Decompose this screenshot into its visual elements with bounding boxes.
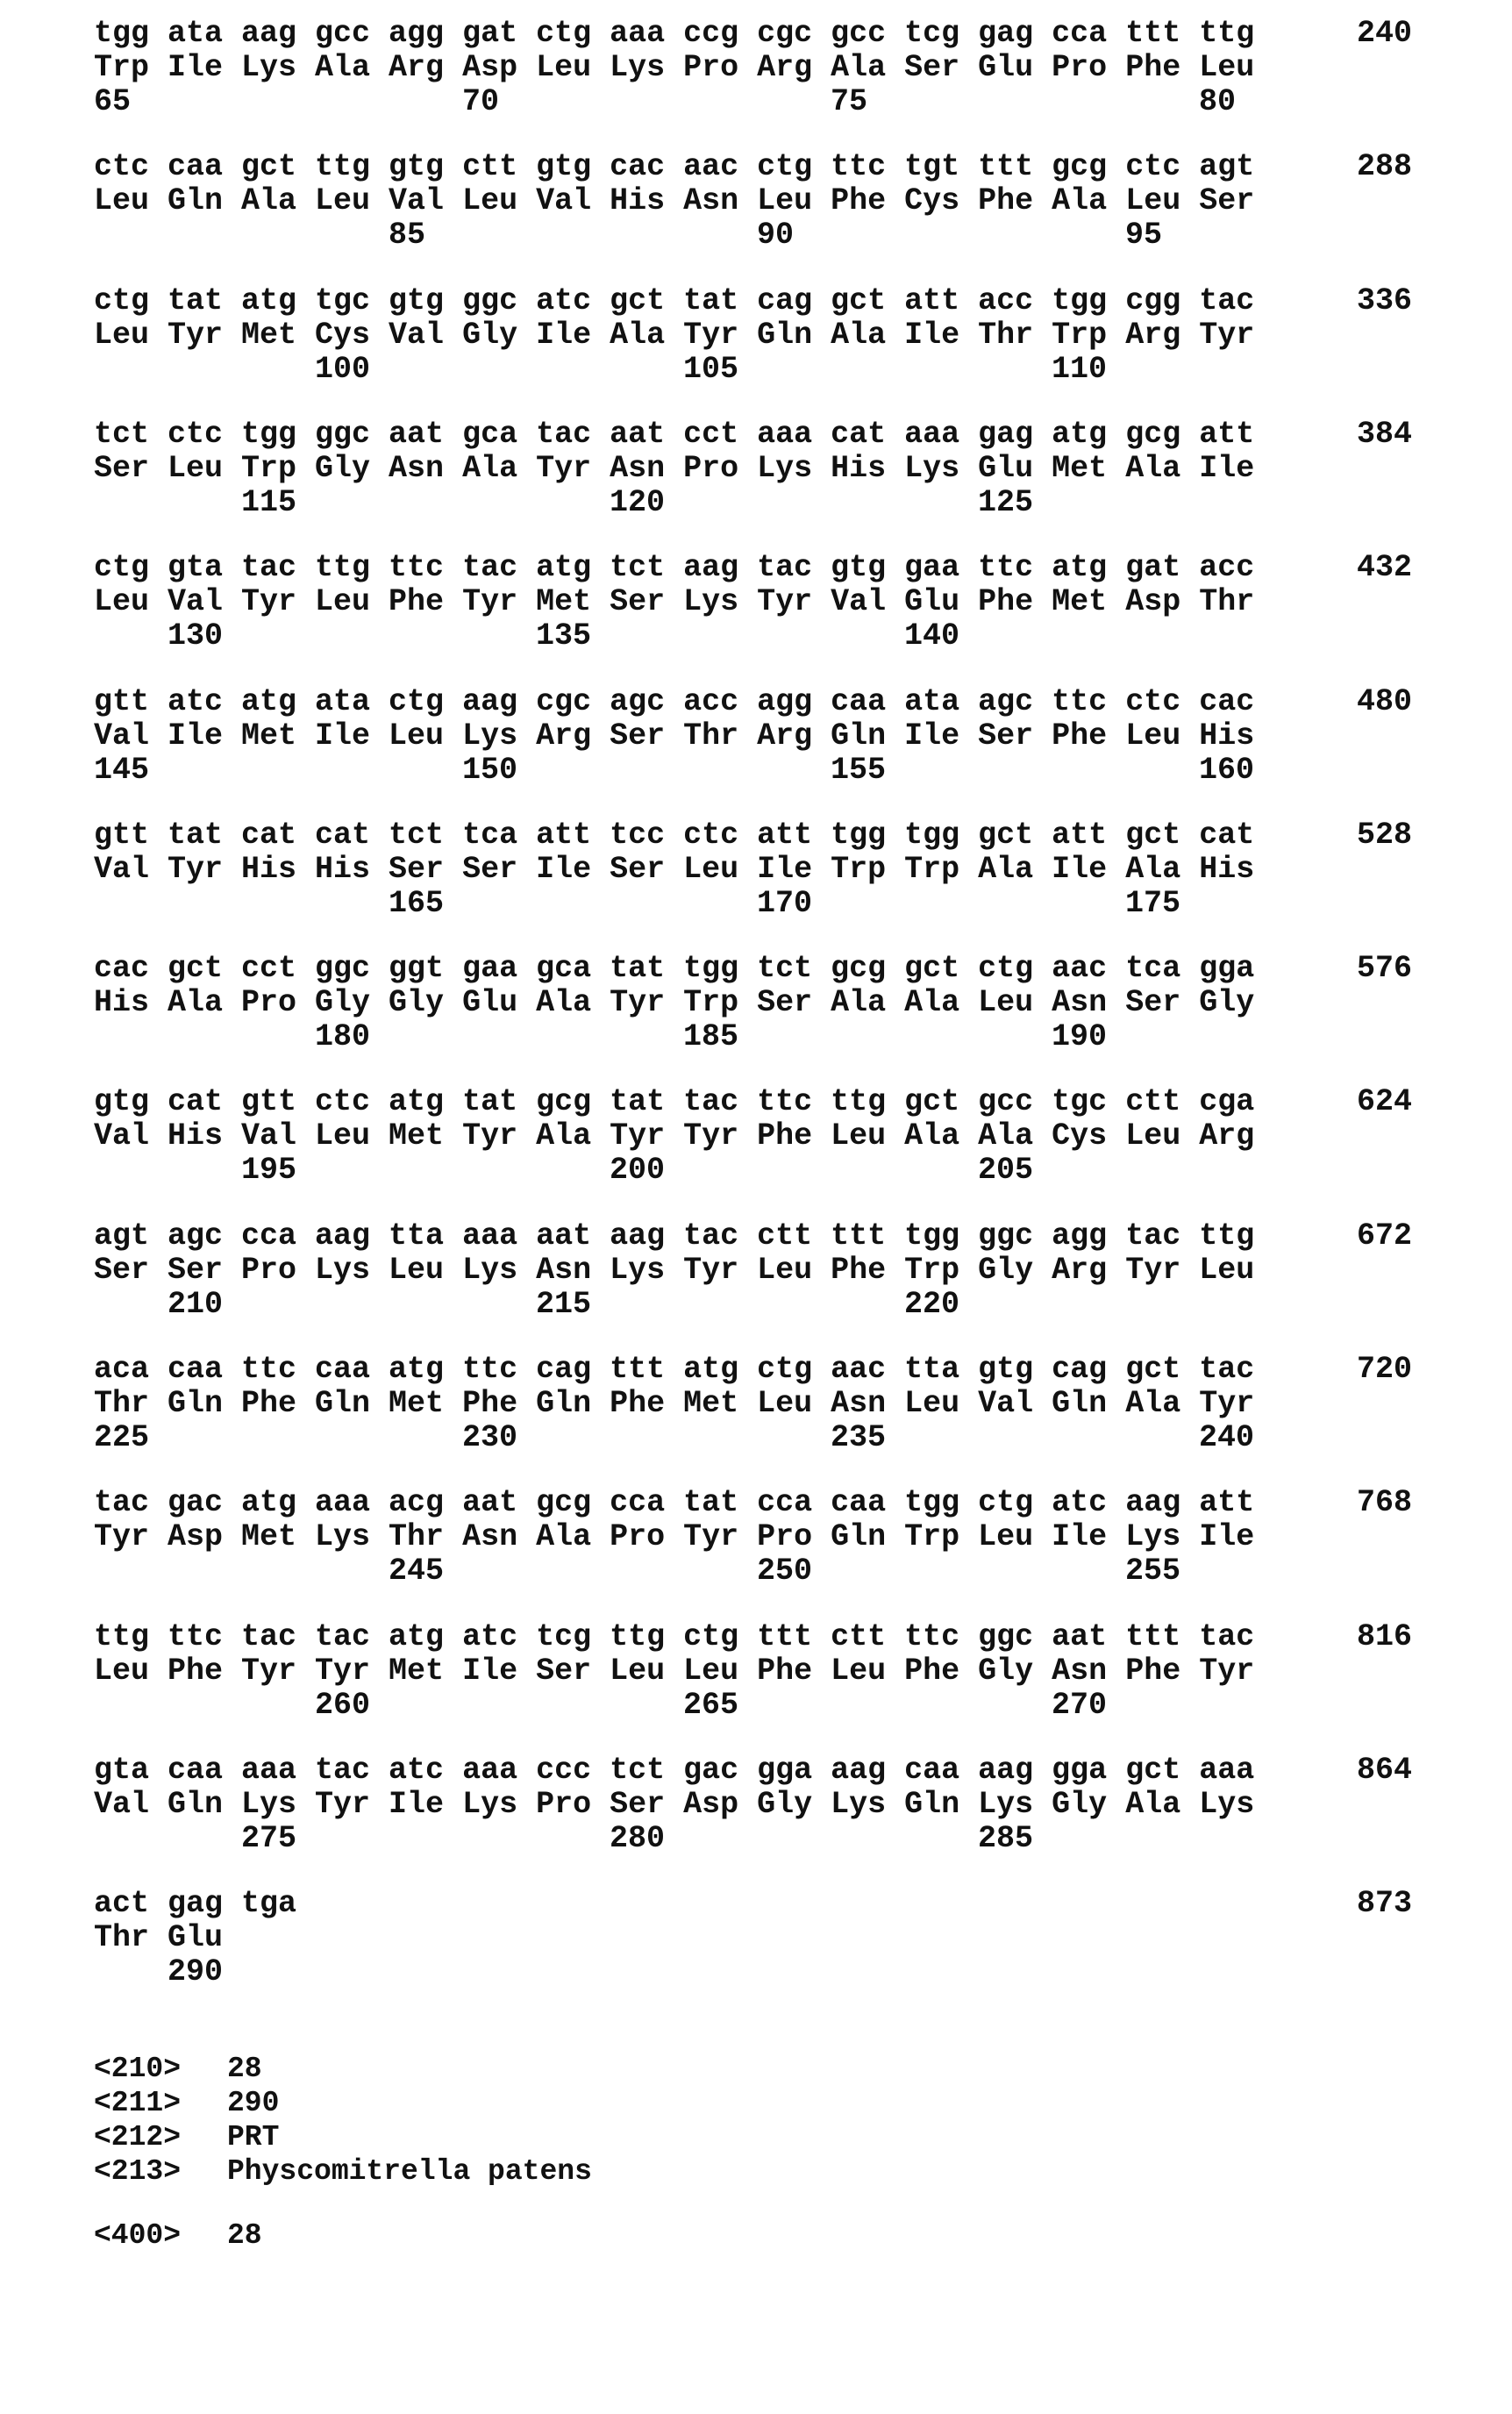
residue-number: 145 xyxy=(94,753,149,788)
metadata-value: 290 xyxy=(227,2087,279,2119)
dna-codons: agt agc cca aag tta aaa aat aag tac ctt ttt tgg ggc agg tac ttg xyxy=(94,1219,1254,1253)
nucleotide-count: 384 xyxy=(1263,418,1412,452)
amino-acids: Val Tyr His His Ser Ser Ile Ser Leu Ile Trp Trp Ala Ile Ala His xyxy=(94,853,1254,887)
residue-number: 280 xyxy=(610,1822,665,1856)
residue-number: 95 xyxy=(1125,218,1162,253)
dna-codons: ctg gta tac ttg ttc tac atg tct aag tac gtg gaa ttc atg gat acc xyxy=(94,551,1254,585)
residue-number: 235 xyxy=(831,1421,886,1455)
residue-number: 135 xyxy=(536,619,591,653)
residue-numbers xyxy=(94,619,1254,653)
amino-acids: Ser Ser Pro Lys Leu Lys Asn Lys Tyr Leu Phe Trp Gly Arg Tyr Leu xyxy=(94,1253,1254,1288)
residue-number: 85 xyxy=(389,218,425,253)
dna-codons: ctc caa gct ttg gtg ctt gtg cac aac ctg ttc tgt ttt gcg ctc agt xyxy=(94,150,1254,184)
dna-codons: cac gct cct ggc ggt gaa gca tat tgg tct gcg gct ctg aac tca gga xyxy=(94,952,1254,986)
residue-numbers xyxy=(94,1153,1254,1188)
residue-number: 65 xyxy=(94,85,131,119)
residue-number: 270 xyxy=(1052,1689,1107,1723)
sequence-block xyxy=(94,551,1254,653)
nucleotide-count: 624 xyxy=(1263,1085,1412,1119)
residue-numbers xyxy=(94,353,1254,387)
residue-number: 110 xyxy=(1052,353,1107,387)
dna-codons: gtg cat gtt ctc atg tat gcg tat tac ttc ttg gct gcc tgc ctt cga xyxy=(94,1085,1254,1119)
metadata-tag: <211> xyxy=(94,2086,227,2120)
dna-codons: ctg tat atg tgc gtg ggc atc gct tat cag gct att acc tgg cgg tac xyxy=(94,284,1254,318)
residue-number: 180 xyxy=(315,1020,370,1054)
sequence-block xyxy=(94,818,1254,921)
metadata-tag: <210> xyxy=(94,2052,227,2086)
residue-number: 185 xyxy=(683,1020,738,1054)
residue-number: 225 xyxy=(94,1421,149,1455)
residue-numbers xyxy=(94,218,1254,253)
sequence-block xyxy=(94,418,1254,520)
residue-number: 200 xyxy=(610,1153,665,1188)
residue-number: 130 xyxy=(168,619,223,653)
residue-number: 105 xyxy=(683,353,738,387)
residue-numbers xyxy=(94,486,1254,520)
residue-number: 140 xyxy=(904,619,959,653)
amino-acids: Thr Glu xyxy=(94,1921,296,1955)
residue-number: 70 xyxy=(462,85,499,119)
metadata-field xyxy=(94,2052,262,2086)
residue-number: 210 xyxy=(168,1288,223,1322)
sequence-block xyxy=(94,17,1254,119)
sequence-block xyxy=(94,685,1254,788)
residue-number: 155 xyxy=(831,753,886,788)
nucleotide-count: 480 xyxy=(1263,685,1412,719)
nucleotide-count: 240 xyxy=(1263,17,1412,51)
amino-acids: Ser Leu Trp Gly Asn Ala Tyr Asn Pro Lys His Lys Glu Met Ala Ile xyxy=(94,452,1254,486)
metadata-field xyxy=(94,2120,279,2154)
residue-numbers xyxy=(94,85,1254,119)
residue-number: 160 xyxy=(1199,753,1254,788)
residue-numbers xyxy=(94,753,1254,788)
residue-number: 170 xyxy=(757,887,812,921)
residue-number: 255 xyxy=(1125,1554,1180,1589)
metadata-value: 28 xyxy=(227,2053,262,2085)
nucleotide-count: 864 xyxy=(1263,1753,1412,1788)
residue-numbers xyxy=(94,887,1254,921)
sequence-block xyxy=(94,1219,1254,1322)
dna-codons: gtt tat cat cat tct tca att tcc ctc att tgg tgg gct att gct cat xyxy=(94,818,1254,853)
residue-numbers xyxy=(94,1421,1254,1455)
nucleotide-count: 816 xyxy=(1263,1620,1412,1654)
dna-codons: ttg ttc tac tac atg atc tcg ttg ctg ttt ctt ttc ggc aat ttt tac xyxy=(94,1620,1254,1654)
residue-number: 240 xyxy=(1199,1421,1254,1455)
sequence-block xyxy=(94,1353,1254,1455)
residue-number: 290 xyxy=(168,1955,223,1989)
nucleotide-count: 672 xyxy=(1263,1219,1412,1253)
nucleotide-count: 768 xyxy=(1263,1486,1412,1520)
residue-number: 215 xyxy=(536,1288,591,1322)
residue-numbers xyxy=(94,1288,1254,1322)
amino-acids: Leu Val Tyr Leu Phe Tyr Met Ser Lys Tyr Val Glu Phe Met Asp Thr xyxy=(94,585,1254,619)
amino-acids: Tyr Asp Met Lys Thr Asn Ala Pro Tyr Pro Gln Trp Leu Ile Lys Ile xyxy=(94,1520,1254,1554)
residue-number: 250 xyxy=(757,1554,812,1589)
residue-number: 285 xyxy=(978,1822,1033,1856)
residue-number: 80 xyxy=(1199,85,1236,119)
dna-codons: gta caa aaa tac atc aaa ccc tct gac gga aag caa aag gga gct aaa xyxy=(94,1753,1254,1788)
residue-numbers xyxy=(94,1554,1254,1589)
nucleotide-count: 432 xyxy=(1263,551,1412,585)
residue-number: 230 xyxy=(462,1421,517,1455)
residue-number: 195 xyxy=(241,1153,296,1188)
residue-number: 245 xyxy=(389,1554,444,1589)
residue-number: 120 xyxy=(610,486,665,520)
amino-acids: Val His Val Leu Met Tyr Ala Tyr Tyr Phe Leu Ala Ala Cys Leu Arg xyxy=(94,1119,1254,1153)
residue-numbers xyxy=(94,1822,1254,1856)
sequence-block xyxy=(94,1753,1254,1856)
amino-acids: His Ala Pro Gly Gly Glu Ala Tyr Trp Ser Ala Ala Leu Asn Ser Gly xyxy=(94,986,1254,1020)
residue-number: 220 xyxy=(904,1288,959,1322)
amino-acids: Leu Phe Tyr Tyr Met Ile Ser Leu Leu Phe Leu Phe Gly Asn Phe Tyr xyxy=(94,1654,1254,1689)
dna-codons: tgg ata aag gcc agg gat ctg aaa ccg cgc gcc tcg gag cca ttt ttg xyxy=(94,17,1254,51)
sequence-block xyxy=(94,150,1254,253)
residue-number: 75 xyxy=(831,85,867,119)
metadata-value: 28 xyxy=(227,2219,262,2252)
sequence-block xyxy=(94,952,1254,1054)
dna-codons: aca caa ttc caa atg ttc cag ttt atg ctg aac tta gtg cag gct tac xyxy=(94,1353,1254,1387)
metadata-tag: <212> xyxy=(94,2120,227,2154)
sequence-block xyxy=(94,1887,296,1989)
residue-number: 165 xyxy=(389,887,444,921)
residue-numbers xyxy=(94,1020,1254,1054)
amino-acids: Val Gln Lys Tyr Ile Lys Pro Ser Asp Gly Lys Gln Lys Gly Ala Lys xyxy=(94,1788,1254,1822)
residue-number: 150 xyxy=(462,753,517,788)
nucleotide-count: 720 xyxy=(1263,1353,1412,1387)
sequence-start-field xyxy=(94,2218,262,2253)
residue-number: 265 xyxy=(683,1689,738,1723)
sequence-block xyxy=(94,1085,1254,1188)
amino-acids: Val Ile Met Ile Leu Lys Arg Ser Thr Arg Gln Ile Ser Phe Leu His xyxy=(94,719,1254,753)
dna-codons: tct ctc tgg ggc aat gca tac aat cct aaa cat aaa gag atg gcg att xyxy=(94,418,1254,452)
residue-number: 90 xyxy=(757,218,794,253)
residue-number: 100 xyxy=(315,353,370,387)
metadata-value: PRT xyxy=(227,2121,279,2153)
sequence-block xyxy=(94,1620,1254,1723)
sequence-block xyxy=(94,284,1254,387)
residue-number: 190 xyxy=(1052,1020,1107,1054)
dna-codons: tac gac atg aaa acg aat gcg cca tat cca caa tgg ctg atc aag att xyxy=(94,1486,1254,1520)
metadata-tag: <400> xyxy=(94,2218,227,2253)
nucleotide-count: 288 xyxy=(1263,150,1412,184)
metadata-field xyxy=(94,2086,279,2120)
metadata-tag: <213> xyxy=(94,2154,227,2189)
metadata-field xyxy=(94,2154,592,2189)
amino-acids: Leu Gln Ala Leu Val Leu Val His Asn Leu Phe Cys Phe Ala Leu Ser xyxy=(94,184,1254,218)
residue-number: 115 xyxy=(241,486,296,520)
dna-codons: act gag tga xyxy=(94,1887,296,1921)
residue-number: 260 xyxy=(315,1689,370,1723)
sequence-block xyxy=(94,1486,1254,1589)
residue-number: 125 xyxy=(978,486,1033,520)
nucleotide-count: 576 xyxy=(1263,952,1412,986)
nucleotide-count: 336 xyxy=(1263,284,1412,318)
residue-numbers xyxy=(94,1689,1254,1723)
nucleotide-count: 873 xyxy=(1263,1887,1412,1921)
residue-number: 205 xyxy=(978,1153,1033,1188)
dna-codons: gtt atc atg ata ctg aag cgc agc acc agg caa ata agc ttc ctc cac xyxy=(94,685,1254,719)
residue-number: 275 xyxy=(241,1822,296,1856)
residue-number: 175 xyxy=(1125,887,1180,921)
nucleotide-count: 528 xyxy=(1263,818,1412,853)
residue-numbers xyxy=(94,1955,296,1989)
amino-acids: Trp Ile Lys Ala Arg Asp Leu Lys Pro Arg Ala Ser Glu Pro Phe Leu xyxy=(94,51,1254,85)
metadata-value: Physcomitrella patens xyxy=(227,2155,592,2188)
amino-acids: Leu Tyr Met Cys Val Gly Ile Ala Tyr Gln Ala Ile Thr Trp Arg Tyr xyxy=(94,318,1254,353)
amino-acids: Thr Gln Phe Gln Met Phe Gln Phe Met Leu Asn Leu Val Gln Ala Tyr xyxy=(94,1387,1254,1421)
